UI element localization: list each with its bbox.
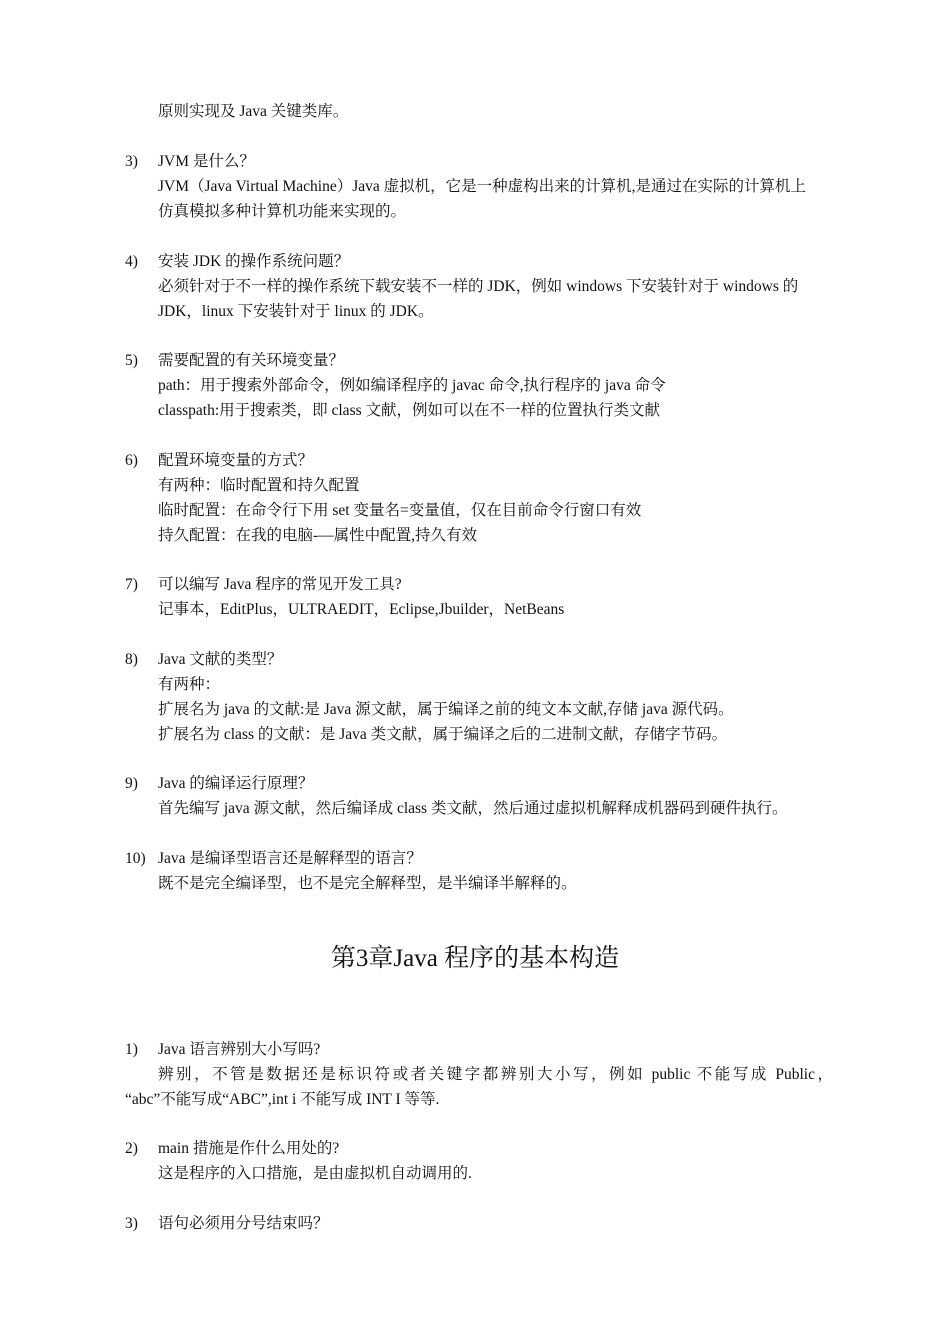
item-number: 6) bbox=[125, 452, 138, 469]
item-answer-line: JDK，linux 下安装针对于 linux 的 JDK。 bbox=[158, 303, 434, 320]
item-number: 1) bbox=[125, 1041, 138, 1058]
item-answer-line: 持久配置：在我的电脑-—属性中配置,持久有效 bbox=[158, 527, 478, 544]
item-question: 配置环境变量的方式？ bbox=[158, 452, 314, 469]
item-question: Java 的编译运行原理？ bbox=[158, 775, 314, 792]
item-answer-line: 必须针对于不一样的操作系统下载安装不一样的 JDK，例如 windows 下安装针对于 windows 的 bbox=[158, 278, 799, 295]
item-question: 语句必须用分号结束吗？ bbox=[158, 1215, 329, 1232]
item-question: main 措施是作什么用处的? bbox=[158, 1140, 340, 1157]
item-answer-line: 这是程序的入口措施，是由虚拟机自动调用的. bbox=[158, 1165, 472, 1182]
item-answer-line: JVM（Java Virtual Machine）Java 虚拟机，它是一种虚构出来的计算机,是通过在实际的计算机上 bbox=[158, 178, 807, 195]
item-number: 2) bbox=[125, 1140, 138, 1157]
item-question: Java 文献的类型？ bbox=[158, 651, 283, 668]
item-answer-line: path：用于搜索外部命令，例如编译程序的 javac 命令,执行程序的 java 命令 bbox=[158, 377, 666, 394]
item-question: 安装 JDK 的操作系统问题？ bbox=[158, 253, 350, 270]
item-number: 10) bbox=[125, 850, 146, 867]
item-question: Java 语言辨别大小写吗? bbox=[158, 1041, 321, 1058]
item-number: 9) bbox=[125, 775, 138, 792]
item-question: Java 是编译型语言还是解释型的语言？ bbox=[158, 850, 422, 867]
item-answer-line: 有两种： bbox=[158, 676, 221, 693]
item-answer-line: 有两种：临时配置和持久配置 bbox=[158, 477, 360, 494]
item-answer-line: 扩展名为 java 的文献:是 Java 源文献，属于编译之前的纯文本文献,存储 java 源代码。 bbox=[158, 701, 734, 718]
item-question: JVM 是什么？ bbox=[158, 153, 255, 170]
item-answer-line: 记事本，EditPlus，ULTRAEDIT，Eclipse,Jbuilder，NetBeans bbox=[158, 601, 565, 618]
item-answer-line: 仿真模拟多种计算机功能来实现的。 bbox=[158, 203, 407, 220]
item-question: 可以编写 Java 程序的常见开发工具? bbox=[158, 576, 402, 593]
item-number: 3) bbox=[125, 1215, 138, 1232]
item-number: 7) bbox=[125, 576, 138, 593]
item-answer-line: 首先编写 java 源文献，然后编译成 class 类文献，然后通过虚拟机解释成机器码到硬件执行。 bbox=[158, 800, 788, 817]
item-answer-line: 辨别，不管是数据还是标识符或者关键字都辨别大小写，例如 public 不能写成 Public， bbox=[158, 1066, 833, 1083]
chapter-title: 第3章Java 程序的基本构造 bbox=[330, 945, 620, 972]
item-number: 3) bbox=[125, 153, 138, 170]
item-number: 8) bbox=[125, 651, 138, 668]
item-number: 5) bbox=[125, 352, 138, 369]
item-question: 需要配置的有关环境变量？ bbox=[158, 352, 345, 369]
item-number: 4) bbox=[125, 253, 138, 270]
item-answer-line: classpath:用于搜索类，即 class 文献，例如可以在不一样的位置执行类文献 bbox=[158, 402, 661, 419]
item-answer-line: 临时配置：在命令行下用 set 变量名=变量值，仅在目前命令行窗口有效 bbox=[158, 502, 642, 519]
item-answer-line: 扩展名为 class 的文献：是 Java 类文献，属于编译之后的二进制文献，存储字节码。 bbox=[158, 726, 728, 743]
item-answer-line: 既不是完全编译型，也不是完全解释型，是半编译半解释的。 bbox=[158, 875, 577, 892]
item-answer-line: “abc”不能写成“ABC”,int i 不能写成 INT I 等等. bbox=[125, 1091, 440, 1108]
intro-tail-text: 原则实现及 Java 关键类库。 bbox=[158, 103, 349, 120]
